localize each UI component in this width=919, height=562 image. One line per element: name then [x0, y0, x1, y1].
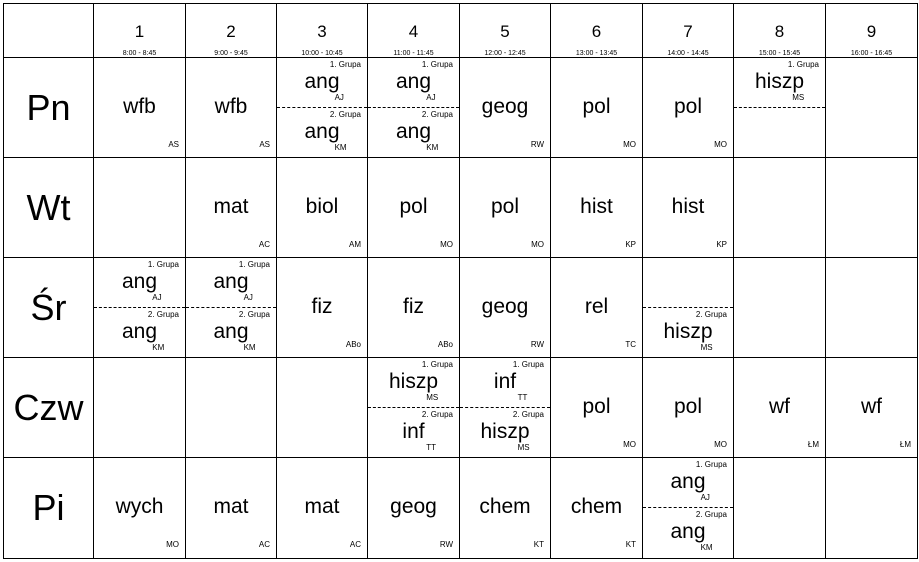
subject-name: ang	[395, 70, 432, 93]
teacher-code: MS	[517, 443, 530, 452]
lesson-cell	[551, 158, 643, 258]
subject-name: geog	[481, 95, 529, 118]
lesson-cell	[368, 58, 460, 158]
subject-name: pol	[582, 95, 611, 118]
subject-name: wf	[769, 395, 790, 418]
teacher-code: MO	[714, 140, 727, 149]
lesson-cell	[277, 458, 368, 559]
period-time: 15:00 - 15:45	[758, 50, 801, 57]
period-time: 11:00 - 11:45	[393, 50, 434, 57]
subject-name: ang	[121, 320, 158, 343]
subject-name: ang	[304, 70, 340, 93]
lesson-cell	[826, 58, 918, 158]
period-number: 3	[317, 22, 327, 41]
period-time: 10:00 - 10:45	[301, 50, 343, 57]
lesson-cell	[460, 58, 551, 158]
teacher-code: KP	[625, 240, 636, 249]
teacher-code: AS	[168, 140, 179, 149]
subject-name: mat	[213, 195, 249, 218]
period-header	[551, 3, 643, 58]
lesson-cell	[734, 158, 826, 258]
period-time: 13:00 - 13:45	[575, 50, 618, 57]
subject-name: mat	[304, 495, 340, 518]
period-number: 8	[774, 22, 785, 41]
lesson-cell	[826, 458, 918, 559]
teacher-code: TT	[517, 393, 528, 402]
lesson-cell	[643, 58, 734, 158]
period-header	[186, 3, 277, 58]
teacher-code: AC	[258, 540, 270, 549]
teacher-code: AC	[258, 240, 270, 249]
group-label: 1. Grupa	[512, 360, 544, 369]
lesson-cell	[551, 458, 643, 559]
teacher-code: KM	[334, 143, 347, 152]
lesson-cell	[94, 258, 186, 358]
group-label: 2. Grupa	[695, 310, 727, 319]
group-label: 2. Grupa	[329, 110, 361, 119]
group-divider	[460, 407, 550, 408]
teacher-code: KT	[533, 540, 544, 549]
subject-name: wfb	[123, 95, 156, 118]
period-header	[460, 3, 551, 58]
lesson-cell	[186, 58, 277, 158]
subject-name: biol	[305, 195, 339, 218]
teacher-code: MO	[531, 240, 544, 249]
teacher-code: TT	[426, 443, 437, 452]
teacher-code: KP	[716, 240, 727, 249]
lesson-cell	[277, 158, 368, 258]
day-label-cell	[3, 158, 94, 258]
group-label: 2. Grupa	[238, 310, 270, 319]
day-label: Pn	[26, 86, 71, 128]
subject-name: pol	[582, 395, 611, 418]
group-label: 1. Grupa	[329, 60, 361, 69]
period-header	[94, 3, 186, 58]
group-divider	[643, 307, 733, 308]
lesson-cell	[368, 258, 460, 358]
teacher-code: MO	[714, 440, 727, 449]
teacher-code: MO	[623, 440, 636, 449]
group-label: 2. Grupa	[421, 410, 453, 419]
group-label: 1. Grupa	[787, 60, 819, 69]
group-divider	[277, 107, 367, 108]
subject-name: ang	[213, 270, 249, 293]
subject-name: rel	[584, 295, 609, 318]
group-divider	[643, 507, 733, 508]
lesson-cell	[643, 458, 734, 559]
subject-name: ang	[121, 270, 158, 293]
group-divider	[186, 307, 276, 308]
lesson-cell	[277, 358, 368, 458]
lesson-cell	[826, 258, 918, 358]
period-time: 8:00 - 8:45	[122, 50, 157, 57]
teacher-code: AJ	[700, 493, 710, 502]
lesson-cell	[186, 258, 277, 358]
teacher-code: MO	[440, 240, 453, 249]
subject-name: ang	[670, 470, 706, 493]
lesson-cell	[186, 358, 277, 458]
corner-cell	[3, 3, 94, 58]
group-label: 1. Grupa	[695, 460, 727, 469]
lesson-cell	[734, 458, 826, 559]
period-time: 16:00 - 16:45	[850, 50, 893, 57]
teacher-code: AJ	[426, 93, 436, 102]
lesson-cell	[460, 158, 551, 258]
period-header	[368, 3, 460, 58]
subject-name: pol	[673, 95, 703, 118]
teacher-code: RW	[530, 340, 544, 349]
teacher-code: KM	[700, 543, 713, 552]
day-label-cell	[3, 458, 94, 559]
subject-name: mat	[213, 495, 249, 518]
lesson-cell	[277, 58, 368, 158]
teacher-code: ŁM	[899, 440, 911, 449]
lesson-cell	[734, 58, 826, 158]
teacher-code: MS	[426, 393, 439, 402]
teacher-code: AJ	[152, 293, 162, 302]
lesson-cell	[643, 358, 734, 458]
period-number: 6	[591, 22, 602, 41]
subject-name: chem	[479, 495, 531, 518]
subject-name: ang	[213, 320, 249, 343]
subject-name: hist	[671, 195, 705, 218]
lesson-cell	[94, 358, 186, 458]
group-label: 1. Grupa	[238, 260, 270, 269]
period-time: 14:00 - 14:45	[667, 50, 709, 57]
subject-name: hiszp	[663, 320, 713, 343]
period-number: 2	[226, 22, 236, 41]
teacher-code: MO	[166, 540, 179, 549]
teacher-code: AC	[349, 540, 361, 549]
lesson-cell	[368, 458, 460, 559]
subject-name: ang	[304, 120, 340, 143]
day-label-cell	[3, 258, 94, 358]
teacher-code: MS	[700, 343, 713, 352]
day-label: Śr	[30, 286, 67, 328]
lesson-cell	[643, 258, 734, 358]
group-divider	[368, 107, 459, 108]
period-header	[277, 3, 368, 58]
teacher-code: TC	[625, 340, 636, 349]
teacher-code: AJ	[243, 293, 253, 302]
teacher-code: KT	[625, 540, 636, 549]
subject-name: ang	[670, 520, 706, 543]
lesson-cell	[826, 158, 918, 258]
period-number: 5	[500, 22, 510, 41]
group-divider	[368, 407, 459, 408]
group-divider	[94, 307, 185, 308]
teacher-code: AJ	[334, 93, 344, 102]
subject-name: geog	[390, 495, 437, 518]
group-label: 1. Grupa	[147, 260, 179, 269]
subject-name: fiz	[403, 295, 424, 318]
lesson-cell	[643, 158, 734, 258]
group-label: 2. Grupa	[695, 510, 727, 519]
period-number: 7	[683, 22, 693, 41]
lesson-cell	[368, 358, 460, 458]
period-time: 12:00 - 12:45	[484, 50, 526, 57]
lesson-cell	[94, 58, 186, 158]
subject-name: wf	[861, 395, 882, 418]
period-header	[643, 3, 734, 58]
teacher-code: ABo	[437, 340, 453, 349]
teacher-code: ŁM	[807, 440, 819, 449]
subject-name: pol	[490, 195, 520, 218]
subject-name: pol	[399, 195, 428, 218]
lesson-cell	[460, 258, 551, 358]
period-time: 9:00 - 9:45	[214, 50, 248, 57]
teacher-code: KM	[152, 343, 165, 352]
period-header	[826, 3, 918, 58]
period-number: 1	[134, 22, 145, 41]
lesson-cell	[186, 158, 277, 258]
subject-name: ang	[395, 120, 432, 143]
lesson-cell	[94, 458, 186, 559]
subject-name: inf	[493, 370, 517, 393]
group-label: 2. Grupa	[147, 310, 179, 319]
period-number: 9	[866, 22, 877, 41]
period-number: 4	[408, 22, 419, 41]
subject-name: wych	[115, 495, 164, 518]
lesson-cell	[551, 258, 643, 358]
lesson-cell	[368, 158, 460, 258]
teacher-code: ABo	[345, 340, 361, 349]
subject-name: wfb	[214, 95, 248, 118]
subject-name: chem	[570, 495, 623, 518]
teacher-code: AM	[349, 240, 361, 249]
period-header	[734, 3, 826, 58]
teacher-code: KM	[243, 343, 256, 352]
subject-name: hist	[580, 195, 613, 218]
teacher-code: AS	[259, 140, 270, 149]
lesson-cell	[460, 358, 551, 458]
lesson-cell	[460, 458, 551, 559]
teacher-code: MS	[792, 93, 805, 102]
day-label: Czw	[13, 386, 84, 428]
group-label: 2. Grupa	[512, 410, 544, 419]
lesson-cell	[94, 158, 186, 258]
subject-name: fiz	[311, 295, 333, 318]
lesson-cell	[734, 258, 826, 358]
subject-name: hiszp	[388, 370, 439, 393]
lesson-cell	[277, 258, 368, 358]
lesson-cell	[826, 358, 918, 458]
group-label: 1. Grupa	[421, 360, 453, 369]
day-label-cell	[3, 58, 94, 158]
teacher-code: RW	[530, 140, 544, 149]
lesson-cell	[186, 458, 277, 559]
subject-name: hiszp	[754, 70, 805, 93]
group-label: 1. Grupa	[421, 60, 453, 69]
lesson-cell	[551, 58, 643, 158]
day-label: Wt	[26, 186, 71, 228]
teacher-code: KM	[426, 143, 439, 152]
subject-name: geog	[481, 295, 529, 318]
day-label-cell	[3, 358, 94, 458]
group-label: 2. Grupa	[421, 110, 453, 119]
lesson-cell	[734, 358, 826, 458]
day-label: Pi	[32, 487, 65, 528]
teacher-code: MO	[623, 140, 636, 149]
group-divider	[734, 107, 825, 108]
lesson-cell	[551, 358, 643, 458]
teacher-code: RW	[439, 540, 453, 549]
subject-name: pol	[673, 395, 703, 418]
subject-name: hiszp	[480, 420, 530, 443]
subject-name: inf	[402, 420, 425, 443]
